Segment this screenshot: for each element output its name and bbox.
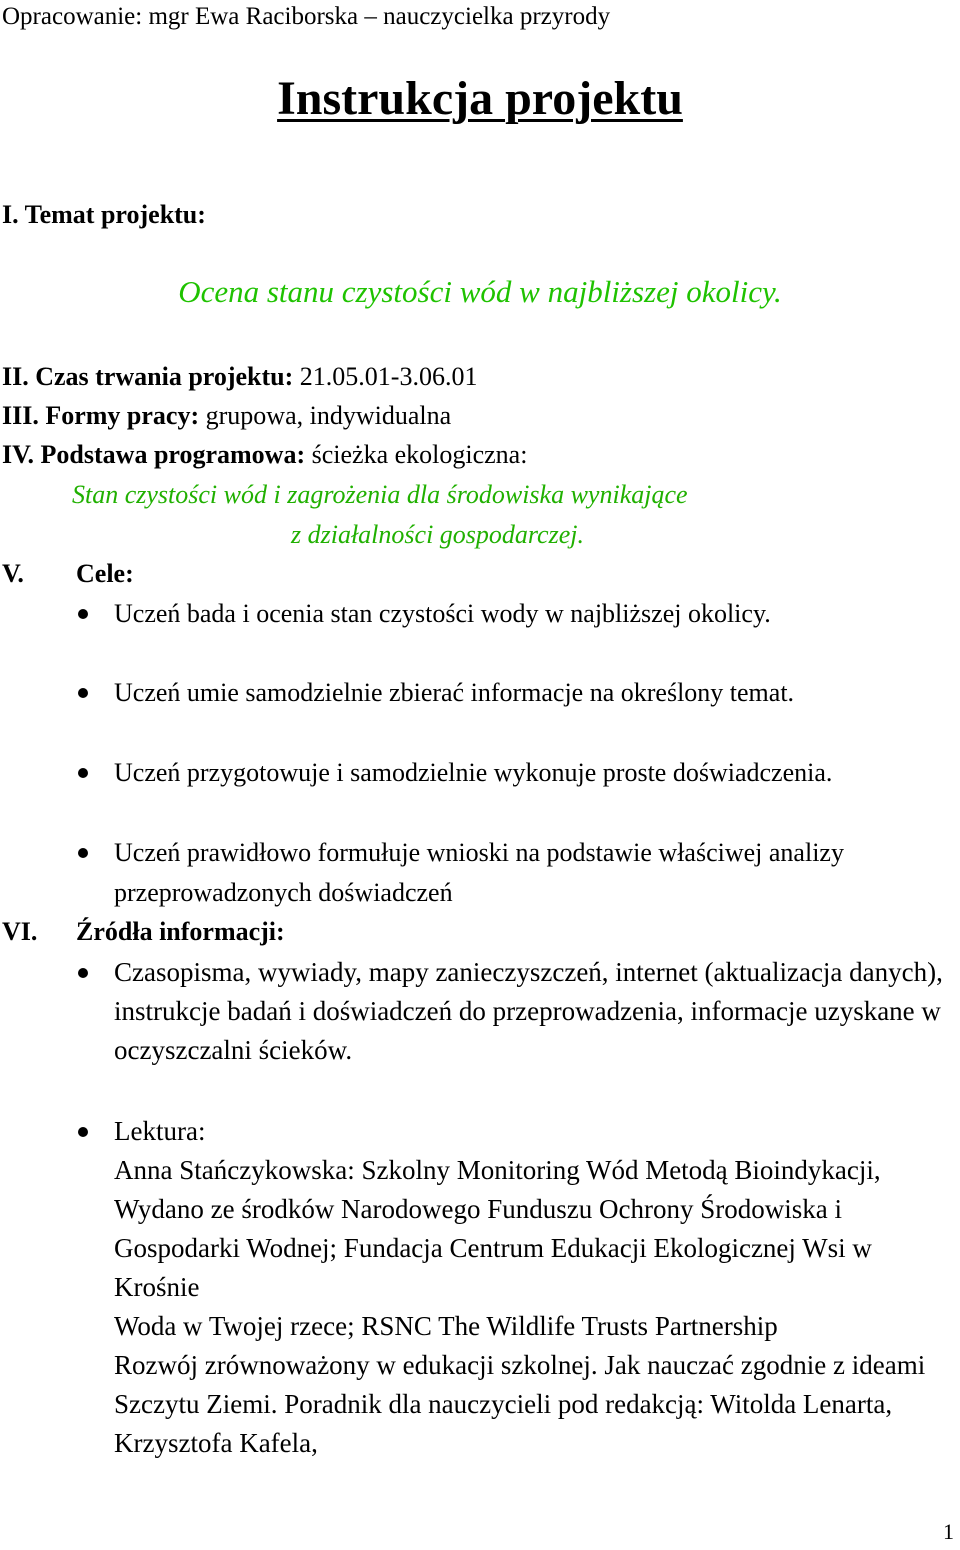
reading-item: Anna Stańczykowska: Szkolny Monitoring Wód Metodą Bioindykacji, Wydano ze środków Narodowego Funduszu Ochrony Środowiska i Gospodarki Wodnej; Fundacja Centrum Edukacji Ekologicznej Wsi w Krośnie [114, 1155, 881, 1302]
goal-item: Uczeń umie samodzielnie zbierać informacje na określony temat. [114, 678, 795, 707]
bullet-icon [78, 1127, 88, 1137]
section-4 [2, 436, 527, 474]
section-5-label: Cele: [76, 559, 134, 588]
section-3-value: grupowa, indywidualna [205, 401, 452, 430]
goal-item: Uczeń prawidłowo formułuje wnioski na podstawie właściwej analizy przeprowadzonych doświadczeń [114, 838, 844, 907]
reading-item: Woda w Twojej rzece; RSNC The Wildlife Trusts Partnership [114, 1311, 778, 1341]
section-2 [2, 358, 477, 396]
page-number: 1 [943, 1519, 954, 1544]
section-6-number: VI. [2, 917, 38, 946]
section-3 [2, 397, 451, 435]
section-4-value: ścieżka ekologiczna: [311, 440, 528, 469]
curriculum-basis-line-2: z działalności gospodarczej. [291, 520, 584, 549]
section-4-label: IV. Podstawa programowa: [2, 440, 306, 469]
curriculum-basis-line-1: Stan czystości wód i zagrożenia dla środowiska wynikające [72, 480, 688, 509]
section-1-label: I. Temat projektu: [2, 200, 206, 229]
section-6-label: Źródła informacji: [76, 917, 285, 946]
reading-item: Rozwój zrównoważony w edukacji szkolnej. Jak nauczać zgodnie z ideami Szczytu Ziemi. Poradnik dla nauczycieli pod redakcją: Witolda Lenarta, Krzysztofa Kafela, [114, 1350, 926, 1458]
goal-item: Uczeń bada i ocenia stan czystości wody w najbliższej okolicy. [114, 599, 771, 628]
source-item: Czasopisma, wywiady, mapy zanieczyszczeń, internet (aktualizacja danych), instrukcje badań i doświadczeń do przeprowadzenia, informacje uzyskane w oczyszczalni ścieków. [114, 957, 943, 1065]
section-2-label: II. Czas trwania projektu: [2, 362, 294, 391]
section-3-label: III. Formy pracy: [2, 401, 200, 430]
project-topic: Ocena stanu czystości wód w najbliższej okolicy. [178, 274, 782, 309]
bullet-icon [78, 848, 88, 858]
bullet-icon [78, 609, 88, 619]
page-title: Instrukcja projektu [277, 72, 683, 125]
source-item: Lektura: [114, 1116, 206, 1146]
section-5-number: V. [2, 559, 24, 588]
document-header: Opracowanie: mgr Ewa Raciborska – nauczycielka przyrody [2, 3, 611, 30]
goal-item: Uczeń przygotowuje i samodzielnie wykonuje proste doświadczenia. [114, 758, 833, 787]
section-2-value: 21.05.01-3.06.01 [299, 362, 478, 391]
bullet-icon [78, 968, 88, 978]
bullet-icon [78, 688, 88, 698]
bullet-icon [78, 768, 88, 778]
